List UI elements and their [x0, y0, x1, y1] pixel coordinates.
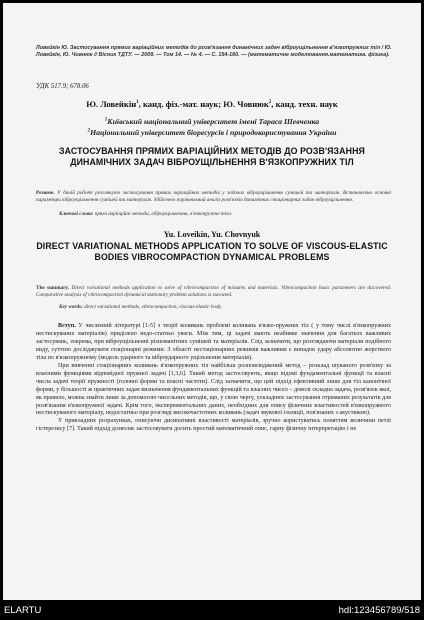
keywords-en-label: Key words: [59, 304, 83, 310]
body-paragraph [36, 323, 391, 363]
abstract-ukrainian [36, 190, 391, 203]
handle-link[interactable]: hdl:123456789/518 [338, 605, 420, 616]
title-english: DIRECT VARIATIONAL METHODS APPLICATION TO SOLVE OF VISCOUS-ELASTIC BODIES VIBROCOMPACTION DYNAMICAL PROBLEMS [36, 241, 388, 262]
keywords-ukrainian [59, 211, 389, 218]
affiliation-1 [3, 117, 421, 126]
affiliation-1-sup: 1 [104, 117, 108, 123]
viewer-footer [0, 602, 424, 620]
body-text [36, 323, 391, 434]
body-paragraph: При вивченні стаціонарних коливань в'язкопружних тіл найбільш розповсюджений метод – розклад шуканого розв'язку за власними функціями відповідної пружної задачі [1,3,6]. Такий метод застосовують, якщо відомі фундаментальні функції та власні числа задачі теорії пружності (головні форми та власні частоти). Слід зазначити, що цей підхід ефективний лише для тіл канонічної форми, у більшості ж практичних задач визначення фундаментальних функцій та власних чисел – доволі складна задача, розв'язок якої, як правило, можна знайти лише за допомогою чисельних методів, що, у свою чергу, ускладнює застосування отриманих результатів для розв'язання в'язкопружної задачі. Крім того, експериментальних даних, необхідних для опису фізичних властивостей в'язкопружного нестискуваного матеріалу, недостатньо при розгляді високочастотних коливань (задач звукової ізоляції, пов'язаних з акустикою). [36, 362, 391, 417]
section-heading-intro: Вступ. [58, 323, 76, 329]
abstract-en-text: Direct variational methods application to solve of vibrocompaction of mixtures and materials. Vibrocompaction basic parameters are discovered. Comparative analysis of vibrocompaction dynamical stationary problem solutions is executed. [36, 285, 391, 298]
keywords-ua-text: прямі варіаційні методи, віброущільнення, в'язкопружне тіло. [93, 211, 233, 217]
body-paragraph: У прикладних розрахунках, описуючи дисипативні властивості матеріалів, зручно користуватись поняттям величини петлі гістерезису [7]. Такий підхід дозволяє застосовувати досить простий математичний опис, гарну фізичну інтерпретацію і не [36, 418, 391, 433]
keywords-en-text: direct variational methods, vibrocompaction, viscous-elastic body. [82, 304, 223, 310]
author-1-degree: , канд. фіз.-мат. наук; [138, 99, 224, 109]
affiliation-2-text: Національний університет біоресурсів і природокористування України [90, 128, 337, 137]
affiliation-2 [3, 128, 421, 137]
affiliation-1-text: Київський національний університет імені Тараса Шевченка [107, 117, 320, 126]
udc-code: УДК 517.9; 678.06 [36, 83, 89, 90]
author-1-sup: 1 [136, 100, 139, 106]
paragraph-1-text: У численній літературі [1-5] з теорії коливань проблемі коливань в'язко-пружних тіл ( у тому числі в'язкопружних нестискуваних матеріалів) приділено недо-статньо уваги. Між тим, ці задачі мають неабияке значення для багатьох важливих застосувань, зокрема, при віброущільненні різноманітних сумішей та матеріалів. Слід зазначити, що розглядаючи матеріали подібного виду, суттєво досліджувати стаціонарні режими. З області нестаціонарних режимів важливим є випадок удару абсолютно жорсткого тіла по в'язкопружному (модель ударного та віброударного ущільнення матеріалів). [36, 323, 391, 361]
authors-line [3, 99, 421, 109]
authors-english: Yu. Loveikin, Yu. Chovnyuk [163, 230, 261, 239]
affiliation-2-sup: 2 [87, 128, 91, 134]
author-2-sup: 2 [268, 100, 272, 106]
keywords-ua-label: Ключові слова: [59, 211, 94, 217]
abstract-ua-text: У даній роботі розглянуто застосування прямих варіаційних методів у задачах віброущільнення сумішей та матеріалів. Встановлено основні параметри віброущільнення сумішей та матеріалів. Здійснено порівняльний аналіз розв'язків динамічних стаціонарних задач віброущільнення. [36, 190, 391, 203]
abstract-en-label: The summary. [36, 285, 70, 291]
author-2: Ю. Човнюк [223, 99, 269, 109]
keywords-english [59, 304, 389, 311]
abstract-ua-label: Резюме. [36, 190, 55, 196]
author-2-degree: , канд. техн. наук [271, 99, 338, 109]
repository-name: ELARTU [4, 605, 42, 616]
abstract-english [36, 285, 391, 298]
author-1: Ю. Ловейкін [86, 99, 137, 109]
document-page [3, 3, 421, 600]
citation-header: Ловейкін Ю. Застосування прямих варіаційних методів до розв'язання динамічних задач віброущільнення в'язкопружних тіл / Ю. Ловейкін, Ю. Човнюк // Вісник ТДТУ. — 2009. — Том 14. — № 4. — С. 154-160. — (математичне моделювання.математика. фізика). [36, 45, 392, 59]
title-ukrainian: ЗАСТОСУВАННЯ ПРЯМИХ ВАРІАЦІЙНИХ МЕТОДІВ ДО РОЗВ'ЯЗАННЯ ДИНАМІЧНИХ ЗАДАЧ ВІБРОУЩІЛЬНЕННЯ В'ЯЗКОПРУЖНИХ ТІЛ [59, 146, 365, 167]
